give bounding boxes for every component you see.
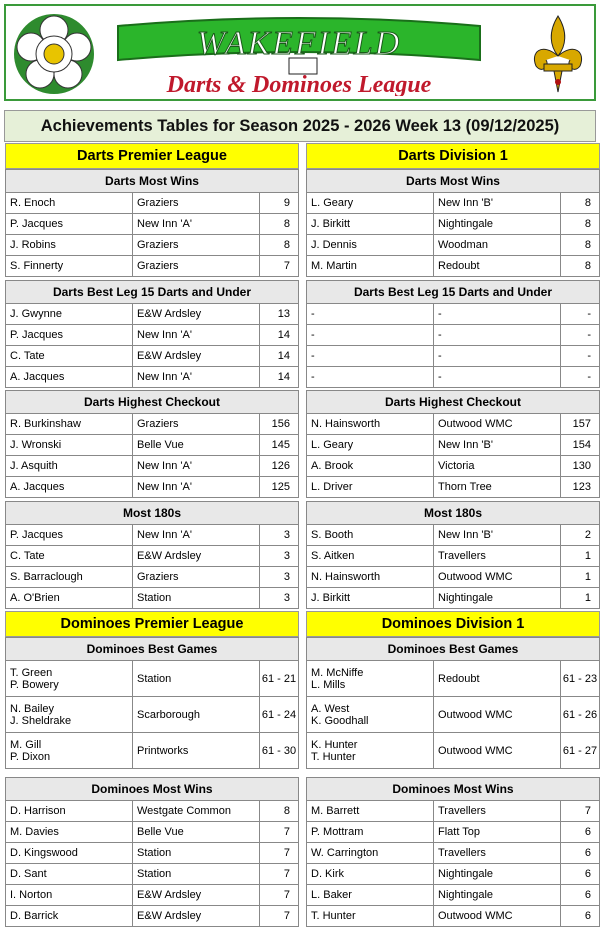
page-header bbox=[4, 4, 596, 101]
stat-value: 126 bbox=[271, 460, 290, 472]
table-row bbox=[6, 414, 298, 435]
table-row bbox=[6, 304, 298, 325]
stats-table bbox=[306, 169, 600, 277]
team-name: - bbox=[434, 325, 561, 345]
table-title: Darts Most Wins bbox=[307, 170, 599, 193]
table-row bbox=[6, 256, 298, 276]
game-score: 61 - 30 bbox=[261, 744, 297, 757]
player-name: S. Finnerty bbox=[6, 256, 133, 276]
stat-value: 7 bbox=[283, 847, 290, 859]
table-row bbox=[307, 477, 599, 497]
player-name: R. Enoch bbox=[6, 193, 133, 213]
player-name: M. Martin bbox=[307, 256, 434, 276]
player-name: I. Norton bbox=[6, 885, 133, 905]
stat-value: 6 bbox=[584, 910, 591, 922]
fleur-de-lis-logo bbox=[528, 12, 588, 96]
stats-table bbox=[306, 280, 600, 388]
table-row bbox=[307, 304, 599, 325]
table-row bbox=[307, 843, 599, 864]
table-title: Dominoes Best Games bbox=[6, 638, 298, 661]
stat-value: 8 bbox=[584, 260, 591, 272]
stat-value: 156 bbox=[271, 418, 290, 430]
table-row bbox=[6, 843, 298, 864]
yorkshire-rose-logo bbox=[12, 12, 96, 96]
player-name: W. Carrington bbox=[307, 843, 434, 863]
player-name: J. Wronski bbox=[6, 435, 133, 455]
player-name: L. Mills bbox=[311, 678, 346, 691]
table-row bbox=[307, 256, 599, 276]
table-row bbox=[6, 235, 298, 256]
player-name: T. Green bbox=[10, 666, 53, 679]
player-name: J. Birkitt bbox=[307, 588, 434, 608]
stats-table bbox=[306, 501, 600, 609]
player-name: L. Driver bbox=[307, 477, 434, 497]
stat-value: 3 bbox=[283, 550, 290, 562]
team-name: New Inn 'A' bbox=[133, 456, 260, 476]
stat-value: 3 bbox=[283, 529, 290, 541]
stat-value: - bbox=[587, 308, 591, 320]
team-name: Nightingale bbox=[434, 864, 561, 884]
player-name: R. Burkinshaw bbox=[6, 414, 133, 434]
player-name: M. Barrett bbox=[307, 801, 434, 821]
player-name: M. Davies bbox=[6, 822, 133, 842]
player-name: D. Kingswood bbox=[6, 843, 133, 863]
player-name: P. Dixon bbox=[10, 750, 51, 763]
player-pair bbox=[6, 661, 133, 696]
table-row bbox=[307, 193, 599, 214]
table-title: Darts Highest Checkout bbox=[307, 391, 599, 414]
stat-value: 14 bbox=[277, 371, 290, 383]
table-title: Darts Best Leg 15 Darts and Under bbox=[307, 281, 599, 304]
table-row bbox=[6, 325, 298, 346]
player-name: M. Gill bbox=[10, 738, 42, 751]
stats-table bbox=[5, 280, 299, 388]
table-row bbox=[307, 822, 599, 843]
stat-value: - bbox=[587, 350, 591, 362]
stat-value: 8 bbox=[283, 805, 290, 817]
team-name: Graziers bbox=[133, 567, 260, 587]
team-name: Station bbox=[133, 588, 260, 608]
table-row bbox=[6, 567, 298, 588]
stat-value: 6 bbox=[584, 868, 591, 880]
game-score: 61 - 23 bbox=[562, 672, 598, 685]
team-name: Station bbox=[133, 843, 260, 863]
stat-value: 1 bbox=[584, 592, 591, 604]
player-name: S. Aitken bbox=[307, 546, 434, 566]
player-name: P. Jacques bbox=[6, 214, 133, 234]
table-title: Dominoes Best Games bbox=[307, 638, 599, 661]
table-row bbox=[6, 733, 298, 768]
table-row bbox=[6, 697, 298, 733]
player-name: K. Goodhall bbox=[311, 714, 369, 727]
player-name: J. Sheldrake bbox=[10, 714, 72, 727]
team-name: New Inn 'B' bbox=[434, 525, 561, 545]
team-name: Redoubt bbox=[434, 256, 561, 276]
player-name: K. Hunter bbox=[311, 738, 358, 751]
game-score: 61 - 21 bbox=[261, 672, 297, 685]
player-name: - bbox=[307, 346, 434, 366]
team-name: Station bbox=[133, 864, 260, 884]
player-name: P. Bowery bbox=[10, 678, 59, 691]
team-name: E&W Ardsley bbox=[133, 906, 260, 926]
table-title: Most 180s bbox=[6, 502, 298, 525]
stats-table bbox=[5, 390, 299, 498]
stat-value: 13 bbox=[277, 308, 290, 320]
stat-value: 157 bbox=[572, 418, 591, 430]
stat-value: 14 bbox=[277, 329, 290, 341]
player-name: L. Baker bbox=[307, 885, 434, 905]
team-name: Woodman bbox=[434, 235, 561, 255]
team-name: E&W Ardsley bbox=[133, 885, 260, 905]
team-name: Outwood WMC bbox=[434, 697, 561, 732]
best-games-table bbox=[306, 637, 600, 769]
player-name: P. Jacques bbox=[6, 325, 133, 345]
stat-value: 6 bbox=[584, 826, 591, 838]
stats-table bbox=[306, 390, 600, 498]
team-name: Graziers bbox=[133, 256, 260, 276]
table-row bbox=[307, 546, 599, 567]
stat-value: - bbox=[587, 371, 591, 383]
team-name: Outwood WMC bbox=[434, 414, 561, 434]
team-name: New Inn 'A' bbox=[133, 325, 260, 345]
stats-table bbox=[5, 501, 299, 609]
table-title: Darts Highest Checkout bbox=[6, 391, 298, 414]
game-score: 61 - 27 bbox=[562, 744, 598, 757]
player-name: L. Geary bbox=[307, 435, 434, 455]
table-row bbox=[6, 456, 298, 477]
table-title: Darts Most Wins bbox=[6, 170, 298, 193]
player-name: P. Jacques bbox=[6, 525, 133, 545]
table-row bbox=[6, 546, 298, 567]
most-wins-table bbox=[306, 777, 600, 927]
player-name: D. Harrison bbox=[6, 801, 133, 821]
table-row bbox=[6, 193, 298, 214]
league-header: Darts Division 1 bbox=[306, 143, 600, 169]
stat-value: 125 bbox=[271, 481, 290, 493]
player-pair bbox=[6, 733, 133, 768]
team-name: - bbox=[434, 304, 561, 324]
table-row bbox=[307, 864, 599, 885]
stat-value: 7 bbox=[283, 260, 290, 272]
player-pair bbox=[307, 661, 434, 696]
player-name: C. Tate bbox=[6, 546, 133, 566]
table-row bbox=[307, 214, 599, 235]
stat-value: 8 bbox=[584, 197, 591, 209]
team-name: New Inn 'A' bbox=[133, 367, 260, 387]
player-name: L. Geary bbox=[307, 193, 434, 213]
table-row bbox=[307, 885, 599, 906]
table-row bbox=[307, 367, 599, 387]
table-row bbox=[6, 214, 298, 235]
table-row bbox=[6, 525, 298, 546]
stat-value: 8 bbox=[584, 239, 591, 251]
table-row bbox=[6, 477, 298, 497]
stat-value: 6 bbox=[584, 889, 591, 901]
table-title: Dominoes Most Wins bbox=[6, 778, 298, 801]
league-header: Dominoes Division 1 bbox=[306, 611, 600, 637]
team-name: Belle Vue bbox=[133, 435, 260, 455]
team-name: E&W Ardsley bbox=[133, 304, 260, 324]
player-name: D. Kirk bbox=[307, 864, 434, 884]
player-pair bbox=[6, 697, 133, 732]
team-name: Graziers bbox=[133, 193, 260, 213]
table-row bbox=[6, 367, 298, 387]
player-name: A. Jacques bbox=[6, 367, 133, 387]
player-name: C. Tate bbox=[6, 346, 133, 366]
player-name: - bbox=[307, 367, 434, 387]
player-name: A. Jacques bbox=[6, 477, 133, 497]
table-row bbox=[6, 435, 298, 456]
team-name: Belle Vue bbox=[133, 822, 260, 842]
table-row bbox=[307, 235, 599, 256]
stat-value: 6 bbox=[584, 847, 591, 859]
player-name: D. Sant bbox=[6, 864, 133, 884]
stat-value: 7 bbox=[283, 889, 290, 901]
stat-value: 2 bbox=[584, 529, 591, 541]
team-name: New Inn 'A' bbox=[133, 477, 260, 497]
player-name: N. Hainsworth bbox=[307, 567, 434, 587]
table-row bbox=[6, 864, 298, 885]
team-name: Printworks bbox=[133, 733, 260, 768]
team-name: Redoubt bbox=[434, 661, 561, 696]
player-name: J. Birkitt bbox=[307, 214, 434, 234]
player-pair bbox=[307, 733, 434, 768]
team-name: - bbox=[434, 367, 561, 387]
team-name: Scarborough bbox=[133, 697, 260, 732]
table-row bbox=[307, 588, 599, 608]
banner-subtitle: Darts & Dominoes League bbox=[166, 72, 432, 96]
player-name: D. Barrick bbox=[6, 906, 133, 926]
team-name: E&W Ardsley bbox=[133, 546, 260, 566]
stat-value: 8 bbox=[283, 218, 290, 230]
team-name: Outwood WMC bbox=[434, 906, 561, 926]
table-row bbox=[307, 661, 599, 697]
team-name: New Inn 'A' bbox=[133, 214, 260, 234]
stat-value: 7 bbox=[283, 868, 290, 880]
team-name: Thorn Tree bbox=[434, 477, 561, 497]
team-name: Nightingale bbox=[434, 885, 561, 905]
table-row bbox=[307, 733, 599, 768]
stat-value: 145 bbox=[271, 439, 290, 451]
stat-value: 8 bbox=[584, 218, 591, 230]
stat-value: 1 bbox=[584, 571, 591, 583]
stat-value: 123 bbox=[572, 481, 591, 493]
player-name: - bbox=[307, 304, 434, 324]
team-name: Outwood WMC bbox=[434, 567, 561, 587]
stat-value: 130 bbox=[572, 460, 591, 472]
table-row bbox=[6, 346, 298, 367]
table-row bbox=[6, 588, 298, 608]
team-name: Travellers bbox=[434, 843, 561, 863]
player-name: P. Mottram bbox=[307, 822, 434, 842]
team-name: Travellers bbox=[434, 801, 561, 821]
season-title: Achievements Tables for Season 2025 - 2026 Week 13 (09/12/2025) bbox=[4, 110, 596, 142]
team-name: Travellers bbox=[434, 546, 561, 566]
stat-value: 3 bbox=[283, 571, 290, 583]
stat-value: 154 bbox=[572, 439, 591, 451]
table-row bbox=[307, 435, 599, 456]
table-row bbox=[307, 697, 599, 733]
stat-value: 8 bbox=[283, 239, 290, 251]
player-name: A. West bbox=[311, 702, 350, 715]
table-row bbox=[6, 885, 298, 906]
table-row bbox=[307, 414, 599, 435]
table-title: Darts Best Leg 15 Darts and Under bbox=[6, 281, 298, 304]
team-name: Victoria bbox=[434, 456, 561, 476]
stat-value: 14 bbox=[277, 350, 290, 362]
table-row bbox=[307, 456, 599, 477]
table-row bbox=[307, 325, 599, 346]
player-name: A. Brook bbox=[307, 456, 434, 476]
player-name: S. Booth bbox=[307, 525, 434, 545]
stat-value: 7 bbox=[283, 910, 290, 922]
table-title: Dominoes Most Wins bbox=[307, 778, 599, 801]
player-name: J. Dennis bbox=[307, 235, 434, 255]
stats-table bbox=[5, 169, 299, 277]
player-name: S. Barraclough bbox=[6, 567, 133, 587]
player-name: - bbox=[307, 325, 434, 345]
team-name: New Inn 'B' bbox=[434, 193, 561, 213]
player-name: A. O'Brien bbox=[6, 588, 133, 608]
player-name: J. Asquith bbox=[6, 456, 133, 476]
stat-value: 9 bbox=[283, 197, 290, 209]
game-score: 61 - 24 bbox=[261, 708, 297, 721]
player-name: J. Robins bbox=[6, 235, 133, 255]
table-row bbox=[307, 525, 599, 546]
game-score: 61 - 26 bbox=[562, 708, 598, 721]
best-games-table bbox=[5, 637, 299, 769]
player-pair bbox=[307, 697, 434, 732]
stat-value: 3 bbox=[283, 592, 290, 604]
stat-value: - bbox=[587, 329, 591, 341]
team-name: - bbox=[434, 346, 561, 366]
table-row bbox=[6, 822, 298, 843]
table-row bbox=[6, 801, 298, 822]
table-row bbox=[6, 906, 298, 926]
player-name: N. Hainsworth bbox=[307, 414, 434, 434]
team-name: Nightingale bbox=[434, 214, 561, 234]
table-title: Most 180s bbox=[307, 502, 599, 525]
wakefield-banner bbox=[114, 14, 484, 96]
player-name: T. Hunter bbox=[307, 906, 434, 926]
team-name: Flatt Top bbox=[434, 822, 561, 842]
banner-title: WAKEFIELD bbox=[196, 25, 402, 62]
team-name: Graziers bbox=[133, 414, 260, 434]
table-row bbox=[307, 801, 599, 822]
league-header: Darts Premier League bbox=[5, 143, 299, 169]
player-name: M. McNiffe bbox=[311, 666, 364, 679]
table-row bbox=[6, 661, 298, 697]
team-name: E&W Ardsley bbox=[133, 346, 260, 366]
player-name: N. Bailey bbox=[10, 702, 55, 715]
table-row bbox=[307, 906, 599, 926]
team-name: New Inn 'B' bbox=[434, 435, 561, 455]
team-name: Outwood WMC bbox=[434, 733, 561, 768]
team-name: Graziers bbox=[133, 235, 260, 255]
team-name: Nightingale bbox=[434, 588, 561, 608]
table-row bbox=[307, 346, 599, 367]
table-row bbox=[307, 567, 599, 588]
stat-value: 7 bbox=[283, 826, 290, 838]
player-name: T. Hunter bbox=[311, 750, 356, 763]
league-header: Dominoes Premier League bbox=[5, 611, 299, 637]
team-name: Station bbox=[133, 661, 260, 696]
player-name: J. Gwynne bbox=[6, 304, 133, 324]
stat-value: 1 bbox=[584, 550, 591, 562]
team-name: New Inn 'A' bbox=[133, 525, 260, 545]
team-name: Westgate Common bbox=[133, 801, 260, 821]
most-wins-table bbox=[5, 777, 299, 927]
stat-value: 7 bbox=[584, 805, 591, 817]
